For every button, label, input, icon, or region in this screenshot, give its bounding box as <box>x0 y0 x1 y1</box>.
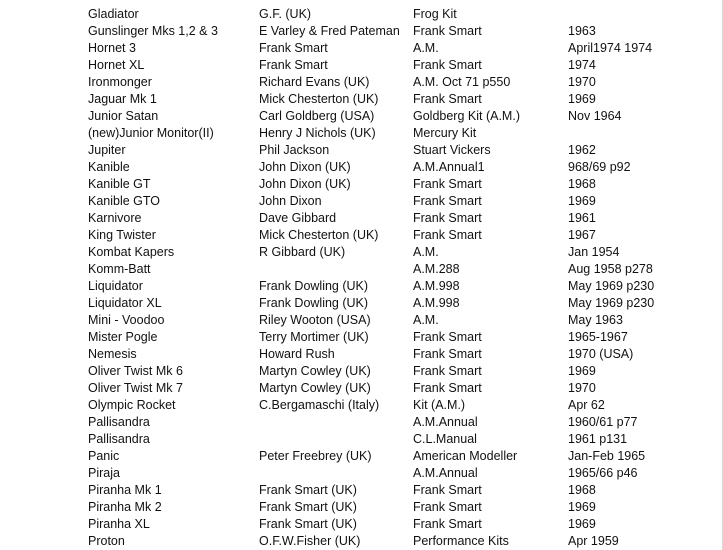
model-name-cell: Gladiator <box>88 7 139 21</box>
date-cell: 1969 <box>568 500 596 514</box>
model-name-cell: Gunslinger Mks 1,2 & 3 <box>88 24 218 38</box>
date-cell: 1963 <box>568 24 596 38</box>
source-cell: A.M. <box>413 313 439 327</box>
model-name-cell: Oliver Twist Mk 7 <box>88 381 183 395</box>
source-cell: Frank Smart <box>413 364 482 378</box>
designer-cell: Howard Rush <box>259 347 335 361</box>
source-cell: Frank Smart <box>413 58 482 72</box>
model-name-cell: Komm-Batt <box>88 262 151 276</box>
source-cell: Frank Smart <box>413 381 482 395</box>
designer-cell: Riley Wooton (USA) <box>259 313 371 327</box>
designer-cell: Frank Smart (UK) <box>259 517 357 531</box>
designer-cell: Mick Chesterton (UK) <box>259 92 379 106</box>
designer-cell: Martyn Cowley (UK) <box>259 381 371 395</box>
model-name-cell: Kombat Kapers <box>88 245 175 259</box>
designer-cell: Martyn Cowley (UK) <box>259 364 371 378</box>
date-cell: Apr 62 <box>568 398 605 412</box>
date-cell: 1969 <box>568 92 596 106</box>
model-name-cell: Hornet 3 <box>88 41 136 55</box>
date-cell: Apr 1959 <box>568 534 619 548</box>
source-cell: A.M.Annual <box>413 466 478 480</box>
source-cell: Performance Kits <box>413 534 509 548</box>
designer-cell: John Dixon (UK) <box>259 160 351 174</box>
date-cell: 1974 <box>568 58 596 72</box>
model-name-cell: Jaguar Mk 1 <box>88 92 157 106</box>
date-cell: 1968 <box>568 483 596 497</box>
model-name-cell: Panic <box>88 449 120 463</box>
source-cell: A.M.998 <box>413 296 460 310</box>
date-cell: 1970 <box>568 75 596 89</box>
designer-cell: E Varley & Fred Pateman <box>259 24 400 38</box>
model-name-cell: Jupiter <box>88 143 126 157</box>
designer-cell: John Dixon <box>259 194 322 208</box>
source-cell: Stuart Vickers <box>413 143 491 157</box>
designer-cell: Peter Freebrey (UK) <box>259 449 372 463</box>
model-name-cell: Liquidator XL <box>88 296 162 310</box>
date-cell: Aug 1958 p278 <box>568 262 653 276</box>
date-cell: 1962 <box>568 143 596 157</box>
designer-cell: John Dixon (UK) <box>259 177 351 191</box>
source-cell: Frank Smart <box>413 194 482 208</box>
date-cell: Jan-Feb 1965 <box>568 449 646 463</box>
model-name-cell: Hornet XL <box>88 58 145 72</box>
designer-cell: Terry Mortimer (UK) <box>259 330 369 344</box>
source-cell: A.M. <box>413 245 439 259</box>
date-cell: May 1963 <box>568 313 623 327</box>
source-cell: A.M. <box>413 41 439 55</box>
designer-cell: Frank Dowling (UK) <box>259 296 369 310</box>
source-cell: A.M.288 <box>413 262 460 276</box>
model-name-cell: Piranha XL <box>88 517 150 531</box>
date-cell: 1970 (USA) <box>568 347 634 361</box>
designer-cell: Henry J Nichols (UK) <box>259 126 376 140</box>
designer-cell: Carl Goldberg (USA) <box>259 109 375 123</box>
source-cell: Frank Smart <box>413 517 482 531</box>
model-name-cell: Oliver Twist Mk 6 <box>88 364 183 378</box>
designer-cell: Richard Evans (UK) <box>259 75 370 89</box>
date-cell: 1961 p131 <box>568 432 628 446</box>
model-name-cell: Kanible GTO <box>88 194 161 208</box>
date-cell: 1968 <box>568 177 596 191</box>
model-name-cell: Karnivore <box>88 211 142 225</box>
model-name-cell: Junior Satan <box>88 109 159 123</box>
source-cell: Frank Smart <box>413 500 482 514</box>
source-cell: Frank Smart <box>413 330 482 344</box>
source-cell: Frog Kit <box>413 7 457 21</box>
designer-cell: O.F.W.Fisher (UK) <box>259 534 361 548</box>
date-cell: April1974 1974 <box>568 41 653 55</box>
source-cell: Frank Smart <box>413 228 482 242</box>
model-name-cell: Mister Pogle <box>88 330 158 344</box>
model-name-cell: Pallisandra <box>88 415 150 429</box>
model-name-cell: Nemesis <box>88 347 137 361</box>
source-cell: Mercury Kit <box>413 126 477 140</box>
date-cell: 1969 <box>568 194 596 208</box>
source-cell: Goldberg Kit (A.M.) <box>413 109 520 123</box>
model-name-cell: Kanible GT <box>88 177 151 191</box>
designer-cell: Frank Smart (UK) <box>259 500 357 514</box>
designer-cell: R Gibbard (UK) <box>259 245 346 259</box>
source-cell: American Modeller <box>413 449 518 463</box>
source-cell: Frank Smart <box>413 92 482 106</box>
model-name-cell: Ironmonger <box>88 75 152 89</box>
date-cell: 1969 <box>568 364 596 378</box>
model-name-cell: Kanible <box>88 160 130 174</box>
source-cell: Frank Smart <box>413 347 482 361</box>
source-cell: C.L.Manual <box>413 432 477 446</box>
date-cell: 1970 <box>568 381 596 395</box>
source-cell: Kit (A.M.) <box>413 398 466 412</box>
date-cell: 968/69 p92 <box>568 160 631 174</box>
model-name-cell: Mini - Voodoo <box>88 313 165 327</box>
date-cell: 1965/66 p46 <box>568 466 638 480</box>
source-cell: A.M. Oct 71 p550 <box>413 75 511 89</box>
model-name-cell: Pallisandra <box>88 432 150 446</box>
designer-cell: Phil Jackson <box>259 143 330 157</box>
source-cell: A.M.Annual1 <box>413 160 485 174</box>
model-name-cell: Piranha Mk 2 <box>88 500 162 514</box>
date-cell: May 1969 p230 <box>568 279 655 293</box>
source-cell: Frank Smart <box>413 211 482 225</box>
designer-cell: Frank Dowling (UK) <box>259 279 369 293</box>
designer-cell: Frank Smart <box>259 58 328 72</box>
source-cell: Frank Smart <box>413 24 482 38</box>
source-cell: Frank Smart <box>413 483 482 497</box>
designer-cell: Frank Smart <box>259 41 328 55</box>
date-cell: 1965-1967 <box>568 330 628 344</box>
designer-cell: Frank Smart (UK) <box>259 483 357 497</box>
date-cell: Jan 1954 <box>568 245 620 259</box>
model-name-cell: Proton <box>88 534 125 548</box>
designer-cell: Mick Chesterton (UK) <box>259 228 379 242</box>
model-name-cell: Olympic Rocket <box>88 398 176 412</box>
source-cell: A.M.998 <box>413 279 460 293</box>
date-cell: 1967 <box>568 228 596 242</box>
model-name-cell: Piraja <box>88 466 120 480</box>
source-cell: Frank Smart <box>413 177 482 191</box>
model-name-cell: Piranha Mk 1 <box>88 483 162 497</box>
designer-cell: G.F. (UK) <box>259 7 312 21</box>
date-cell: 1969 <box>568 517 596 531</box>
model-name-cell: Liquidator <box>88 279 143 293</box>
model-name-cell: (new)Junior Monitor(II) <box>88 126 214 140</box>
designer-cell: C.Bergamaschi (Italy) <box>259 398 380 412</box>
designer-cell: Dave Gibbard <box>259 211 337 225</box>
date-cell: May 1969 p230 <box>568 296 655 310</box>
date-cell: Nov 1964 <box>568 109 622 123</box>
date-cell: 1961 <box>568 211 596 225</box>
date-cell: 1960/61 p77 <box>568 415 638 429</box>
source-cell: A.M.Annual <box>413 415 478 429</box>
model-name-cell: King Twister <box>88 228 156 242</box>
